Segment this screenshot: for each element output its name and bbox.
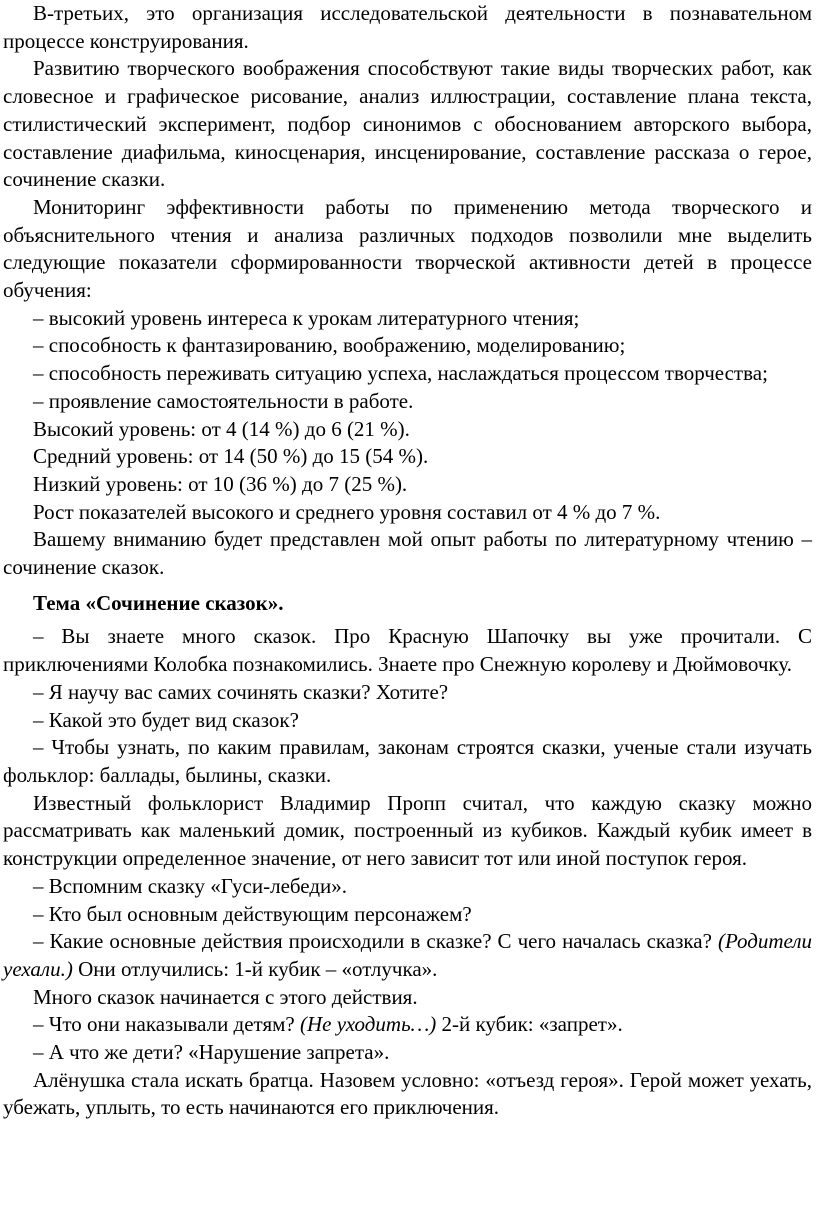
section-heading: Тема «Сочинение сказок». (33, 590, 284, 615)
dialogue-violation: – А что же дети? «Нарушение запрета». (33, 1040, 390, 1065)
list-item-success: – способность переживать ситуацию успеха, наслаждаться процессом творчества; (33, 361, 768, 386)
dialogue-actions-cube: Они отлучились: 1-й кубик – «отлучка». (72, 956, 438, 981)
dialogue-punish-answer: (Не уходить…) (299, 1012, 437, 1037)
level-low: Низкий уровень: от 10 (36 %) до 7 (25 %). (33, 471, 408, 496)
level-high: Высокий уровень: от 4 (14 %) до 6 (21 %). (33, 416, 410, 441)
dialogue-actions (3, 928, 812, 983)
dialogue-punish-cube: 2-й кубик: «запрет». (436, 1012, 623, 1037)
dialogue-character: – Кто был основным действующим персонажем? (33, 901, 472, 926)
growth-summary: Рост показателей высокого и среднего уровня составил от 4 % до 7 %. (33, 499, 661, 524)
dialogue-fairytales: – Вы знаете много сказок. Про Красную Шапочку вы уже прочитали. С приключениями Колобка познакомились. Знаете про Снежную королеву и Дюймовочку. (3, 624, 812, 677)
dialogue-geese: – Вспомним сказку «Гуси-лебеди». (33, 873, 348, 898)
paragraph-research: В-третьих, это организация исследовательской деятельности в познавательном процессе конструирования. (3, 1, 812, 53)
paragraph-imagination: Развитию творческого воображения способствуют такие виды творческих работ, как словесное и графическое рисование, анализ иллюстрации, составление плана текста, стилистический эксперимент, подбор синонимов с обоснованием авторского выбора, составление диафильма, киносценария, инсценирование, составление рассказа о герое, сочинение сказки. (3, 56, 812, 192)
paragraph-many-tales: Много сказок начинается с этого действия. (33, 984, 418, 1009)
dialogue-punish-text: – Что они наказывали детям? (33, 1012, 300, 1037)
dialogue-actions-answer: (Родители уехали.) (3, 929, 812, 981)
list-item-fantasy: – способность к фантазированию, воображению, моделированию; (33, 333, 626, 358)
dialogue-actions-text: – Какие основные действия происходили в сказке? С чего началась сказка? (33, 929, 718, 954)
dialogue-folklore: – Чтобы узнать, по каким правилам, законам строятся сказки, ученые стали изучать фольклор: баллады, былины, сказки. (3, 735, 812, 787)
list-item-independence: – проявление самостоятельности в работе. (33, 388, 414, 413)
dialogue-teach: – Я научу вас самих сочинять сказки? Хотите? (33, 679, 449, 704)
level-medium: Средний уровень: от 14 (50 %) до 15 (54 %). (33, 444, 429, 469)
paragraph-propp: Известный фольклорист Владимир Пропп считал, что каждую сказку можно рассматривать как маленький домик, построенный из кубиков. Каждый кубик имеет в конструкции определенное значение, от него зависит тот или иной поступок героя. (3, 790, 812, 871)
paragraph-experience: Вашему вниманию будет представлен мой опыт работы по литературному чтению – сочинение сказок. (3, 527, 812, 580)
dialogue-punish (3, 1011, 812, 1039)
list-item-interest: – высокий уровень интереса к урокам литературного чтения; (33, 305, 580, 330)
paragraph-alyonushka: Алёнушка стала искать братца. Назовем условно: «отъезд героя». Герой может уехать, убежать, уплыть, то есть начинаются его приключения. (3, 1067, 812, 1120)
dialogue-kind: – Какой это будет вид сказок? (33, 707, 299, 732)
paragraph-monitoring: Мониторинг эффективности работы по применению метода творческого и объяснительного чтения и анализа различных подходов позволили мне выделить следующие показатели сформированности творческой активности детей в процессе обучения: (3, 194, 812, 303)
